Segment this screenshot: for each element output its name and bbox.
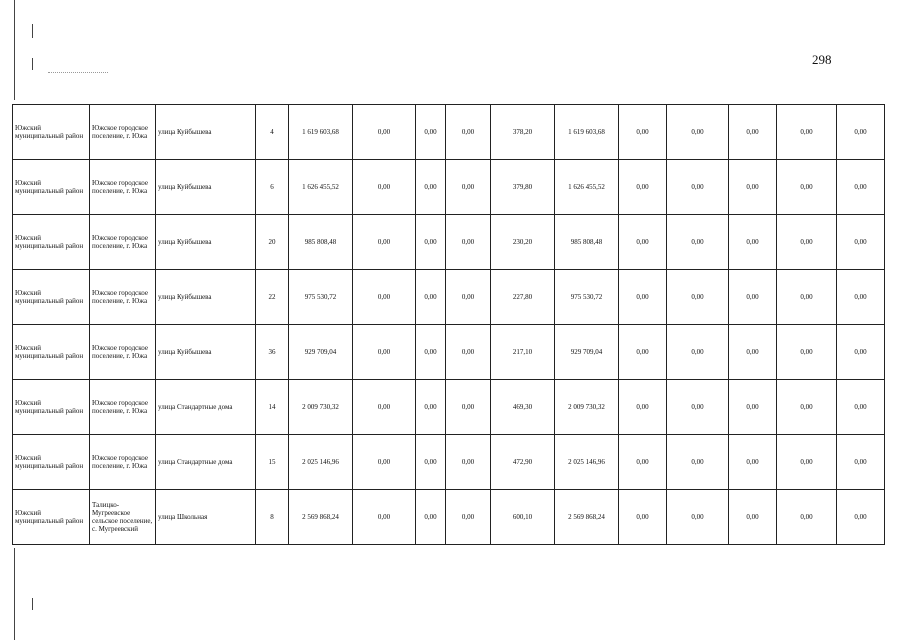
house-number-cell: 8 <box>256 490 289 545</box>
table-row <box>13 270 885 325</box>
settlement-cell: Южское городское поселение, г. Южа <box>90 105 156 160</box>
cost-cell-2: 2 569 868,24 <box>555 490 619 545</box>
table-row <box>13 160 885 215</box>
page-number: 298 <box>812 52 832 67</box>
table-row <box>13 215 885 270</box>
area-cell: 230,20 <box>491 215 555 270</box>
value-cell-8: 0,00 <box>837 105 885 160</box>
total-cost-cell: 1 619 603,68 <box>289 105 353 160</box>
cost-cell-2: 1 619 603,68 <box>555 105 619 160</box>
value-cell-6: 0,00 <box>729 215 777 270</box>
district-cell: Южский муниципальный район <box>13 215 90 270</box>
value-cell-5: 0,00 <box>667 380 729 435</box>
value-cell-7: 0,00 <box>777 270 837 325</box>
value-cell-1: 0,00 <box>353 270 416 325</box>
value-cell-3: 0,00 <box>446 215 491 270</box>
district-cell: Южский муниципальный район <box>13 270 90 325</box>
value-cell-8: 0,00 <box>837 325 885 380</box>
value-cell-3: 0,00 <box>446 490 491 545</box>
scan-mark <box>14 0 15 100</box>
value-cell-5: 0,00 <box>667 215 729 270</box>
district-cell: Южский муниципальный район <box>13 325 90 380</box>
value-cell-5: 0,00 <box>667 435 729 490</box>
total-cost-cell: 985 808,48 <box>289 215 353 270</box>
value-cell-8: 0,00 <box>837 215 885 270</box>
value-cell-4: 0,00 <box>619 270 667 325</box>
value-cell-2: 0,00 <box>416 325 446 380</box>
value-cell-5: 0,00 <box>667 490 729 545</box>
value-cell-2: 0,00 <box>416 270 446 325</box>
value-cell-2: 0,00 <box>416 380 446 435</box>
value-cell-2: 0,00 <box>416 490 446 545</box>
value-cell-2: 0,00 <box>416 105 446 160</box>
value-cell-7: 0,00 <box>777 105 837 160</box>
house-number-cell: 20 <box>256 215 289 270</box>
total-cost-cell: 975 530,72 <box>289 270 353 325</box>
cost-cell-2: 929 709,04 <box>555 325 619 380</box>
total-cost-cell: 929 709,04 <box>289 325 353 380</box>
value-cell-5: 0,00 <box>667 160 729 215</box>
value-cell-1: 0,00 <box>353 325 416 380</box>
value-cell-1: 0,00 <box>353 490 416 545</box>
value-cell-8: 0,00 <box>837 380 885 435</box>
value-cell-4: 0,00 <box>619 105 667 160</box>
scan-mark <box>32 24 33 38</box>
value-cell-6: 0,00 <box>729 380 777 435</box>
cost-cell-2: 1 626 455,52 <box>555 160 619 215</box>
total-cost-cell: 2 009 730,32 <box>289 380 353 435</box>
settlement-cell: Талицко-Мугреевское сельское поселение, с. Мугреевский <box>90 490 156 545</box>
value-cell-2: 0,00 <box>416 435 446 490</box>
house-number-cell: 36 <box>256 325 289 380</box>
cost-cell-2: 2 025 146,96 <box>555 435 619 490</box>
total-cost-cell: 2 569 868,24 <box>289 490 353 545</box>
value-cell-2: 0,00 <box>416 215 446 270</box>
value-cell-4: 0,00 <box>619 435 667 490</box>
value-cell-7: 0,00 <box>777 160 837 215</box>
street-cell: улица Куйбышева <box>156 270 256 325</box>
street-cell: улица Школьная <box>156 490 256 545</box>
table-row <box>13 325 885 380</box>
district-cell: Южский муниципальный район <box>13 105 90 160</box>
value-cell-1: 0,00 <box>353 380 416 435</box>
value-cell-5: 0,00 <box>667 105 729 160</box>
scan-mark <box>14 548 15 640</box>
settlement-cell: Южское городское поселение, г. Южа <box>90 380 156 435</box>
street-cell: улица Куйбышева <box>156 215 256 270</box>
value-cell-7: 0,00 <box>777 435 837 490</box>
settlement-cell: Южское городское поселение, г. Южа <box>90 160 156 215</box>
house-number-cell: 4 <box>256 105 289 160</box>
cost-cell-2: 975 530,72 <box>555 270 619 325</box>
cost-cell-2: 2 009 730,32 <box>555 380 619 435</box>
area-cell: 472,90 <box>491 435 555 490</box>
value-cell-1: 0,00 <box>353 215 416 270</box>
value-cell-6: 0,00 <box>729 490 777 545</box>
value-cell-6: 0,00 <box>729 105 777 160</box>
value-cell-1: 0,00 <box>353 435 416 490</box>
area-cell: 217,10 <box>491 325 555 380</box>
value-cell-5: 0,00 <box>667 270 729 325</box>
value-cell-3: 0,00 <box>446 435 491 490</box>
value-cell-3: 0,00 <box>446 105 491 160</box>
value-cell-8: 0,00 <box>837 435 885 490</box>
street-cell: улица Стандартные дома <box>156 380 256 435</box>
settlement-cell: Южское городское поселение, г. Южа <box>90 215 156 270</box>
value-cell-1: 0,00 <box>353 160 416 215</box>
value-cell-6: 0,00 <box>729 160 777 215</box>
area-cell: 379,80 <box>491 160 555 215</box>
house-number-cell: 6 <box>256 160 289 215</box>
house-number-cell: 14 <box>256 380 289 435</box>
area-cell: 600,10 <box>491 490 555 545</box>
value-cell-6: 0,00 <box>729 270 777 325</box>
value-cell-7: 0,00 <box>777 215 837 270</box>
cost-cell-2: 985 808,48 <box>555 215 619 270</box>
value-cell-4: 0,00 <box>619 215 667 270</box>
total-cost-cell: 2 025 146,96 <box>289 435 353 490</box>
area-cell: 378,20 <box>491 105 555 160</box>
settlement-cell: Южское городское поселение, г. Южа <box>90 435 156 490</box>
value-cell-3: 0,00 <box>446 380 491 435</box>
value-cell-3: 0,00 <box>446 325 491 380</box>
value-cell-4: 0,00 <box>619 490 667 545</box>
value-cell-6: 0,00 <box>729 325 777 380</box>
street-cell: улица Куйбышева <box>156 160 256 215</box>
value-cell-4: 0,00 <box>619 325 667 380</box>
value-cell-4: 0,00 <box>619 380 667 435</box>
total-cost-cell: 1 626 455,52 <box>289 160 353 215</box>
settlement-cell: Южское городское поселение, г. Южа <box>90 270 156 325</box>
street-cell: улица Куйбышева <box>156 105 256 160</box>
scan-mark <box>32 598 33 610</box>
value-cell-5: 0,00 <box>667 325 729 380</box>
district-cell: Южский муниципальный район <box>13 160 90 215</box>
value-cell-4: 0,00 <box>619 160 667 215</box>
value-cell-7: 0,00 <box>777 325 837 380</box>
value-cell-8: 0,00 <box>837 160 885 215</box>
value-cell-1: 0,00 <box>353 105 416 160</box>
house-number-cell: 15 <box>256 435 289 490</box>
district-cell: Южский муниципальный район <box>13 490 90 545</box>
house-number-cell: 22 <box>256 270 289 325</box>
district-cell: Южский муниципальный район <box>13 435 90 490</box>
table-row <box>13 490 885 545</box>
district-cell: Южский муниципальный район <box>13 380 90 435</box>
settlement-cell: Южское городское поселение, г. Южа <box>90 325 156 380</box>
value-cell-6: 0,00 <box>729 435 777 490</box>
value-cell-7: 0,00 <box>777 490 837 545</box>
table-row <box>13 435 885 490</box>
value-cell-3: 0,00 <box>446 270 491 325</box>
value-cell-8: 0,00 <box>837 490 885 545</box>
street-cell: улица Стандартные дома <box>156 435 256 490</box>
value-cell-8: 0,00 <box>837 270 885 325</box>
scan-dots <box>48 72 108 73</box>
value-cell-7: 0,00 <box>777 380 837 435</box>
table-row <box>13 380 885 435</box>
street-cell: улица Куйбышева <box>156 325 256 380</box>
value-cell-2: 0,00 <box>416 160 446 215</box>
area-cell: 227,80 <box>491 270 555 325</box>
scan-mark <box>32 58 33 70</box>
area-cell: 469,30 <box>491 380 555 435</box>
registry-table <box>12 104 885 545</box>
table-row <box>13 105 885 160</box>
value-cell-3: 0,00 <box>446 160 491 215</box>
